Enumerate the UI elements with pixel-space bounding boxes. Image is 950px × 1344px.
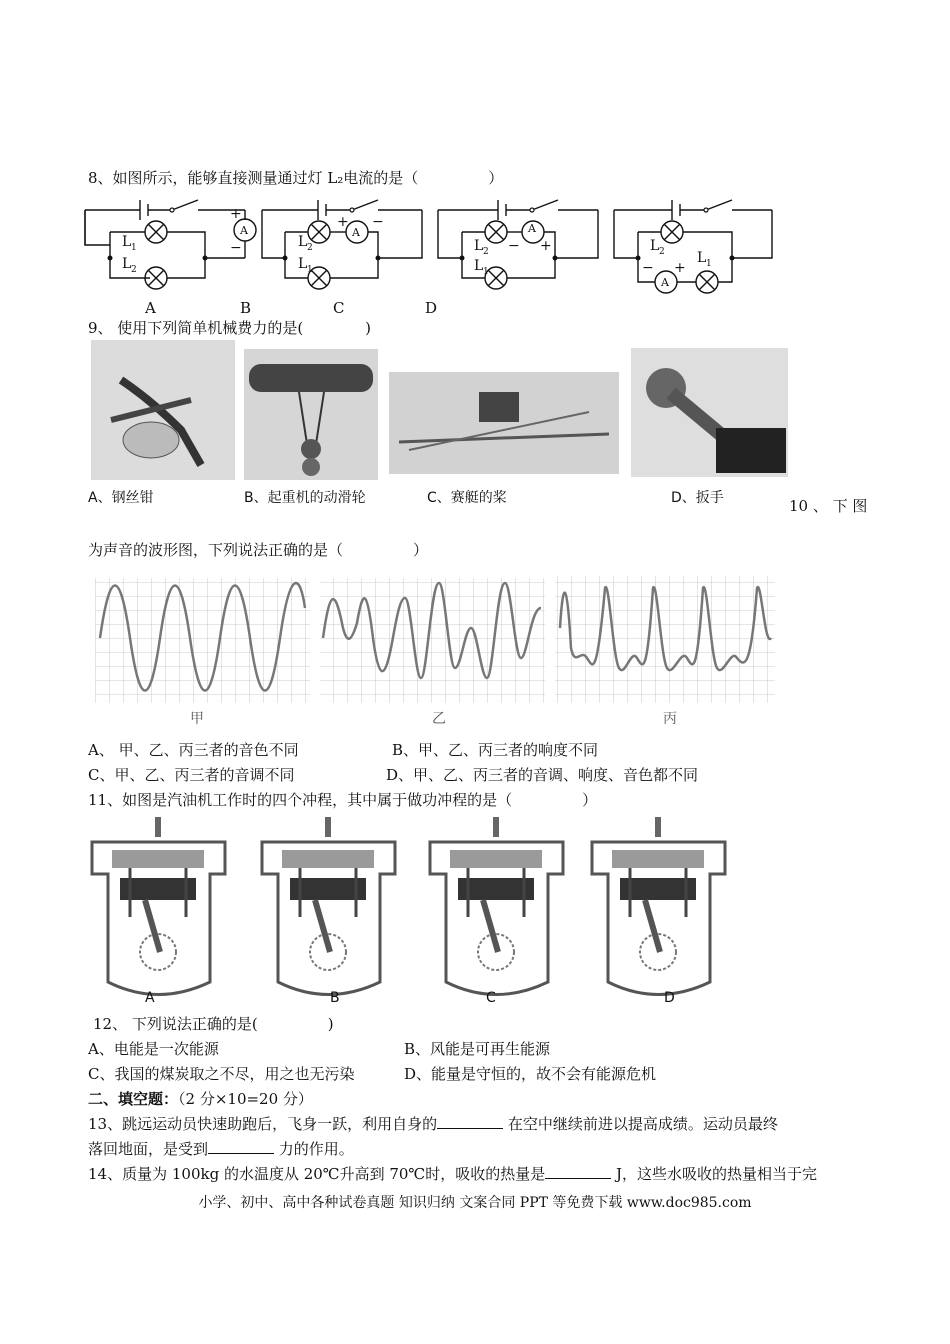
q11-stem: 11、如图是汽油机工作时的四个冲程，其中属于做功冲程的是（ ） [88,791,598,809]
q12-stem: 12、 下列说法正确的是( ) [93,1015,334,1033]
q10-option-a: A、 甲、乙、丙三者的音色不同 [88,741,299,759]
svg-text:+: + [540,238,552,254]
pulley-image [244,349,378,480]
minus-sign: − [230,240,242,256]
q11-label-b: B [330,990,340,1006]
q9-caption-c: C、赛艇的桨 [427,490,507,506]
q11-label-a: A [145,990,155,1006]
q13-blank2[interactable] [208,1139,274,1154]
plus-sign: + [230,206,242,222]
page-footer: 小学、初中、高中各种试卷真题 知识归纳 文案合同 PPT 等免费下载 www.doc985.com [198,1195,752,1211]
svg-text:A: A [528,222,536,235]
q8-stem: 8、如图所示，能够直接测量通过灯 L₂电流的是（ ） [88,169,504,187]
q12-option-b: B、风能是可再生能源 [404,1040,551,1058]
q13-blank1[interactable] [437,1114,503,1129]
wave-label-jia: 甲 [190,711,204,727]
q10-option-c: C、甲、乙、丙三者的音调不同 [88,766,295,784]
wrench-image [631,348,788,477]
q9-caption-b: B、起重机的动滑轮 [244,490,366,506]
svg-text:2: 2 [307,243,313,253]
svg-text:−: − [642,260,654,276]
q9-stem: 9、 使用下列简单机械费力的是( ) [88,319,372,337]
q8-circuit-diagrams [0,190,950,320]
q11-label-c: C [486,990,496,1006]
svg-text:A: A [352,226,360,239]
svg-text:L: L [650,238,660,254]
q11-label-d: D [664,990,675,1006]
q12-option-d: D、能量是守恒的，故不会有能源危机 [404,1065,657,1083]
rowing-boat-image [389,372,619,474]
q10-stem-b: 为声音的波形图，下列说法正确的是（ ） [88,541,429,559]
q13-line2: 落回地面，是受到 力的作用。 [88,1140,354,1158]
svg-text:+: + [337,214,349,230]
engine-strokes [90,812,810,992]
svg-text:−: − [372,214,384,230]
svg-text:1: 1 [483,267,489,277]
svg-text:L: L [697,250,707,266]
q10-option-d: D、甲、乙、丙三者的音调、响度、音色都不同 [386,766,699,784]
svg-text:1: 1 [307,265,313,275]
svg-text:1: 1 [706,259,712,269]
svg-text:2: 2 [483,247,489,257]
svg-text:L: L [122,256,132,272]
circuit-d [614,200,772,293]
q10-stem-a: 10 、 下 图 [789,497,868,515]
svg-text:L: L [474,258,484,274]
svg-text:+: + [674,260,686,276]
q8-option-c: C [333,299,345,317]
q8-option-d: D [425,299,438,317]
svg-text:A: A [661,276,669,289]
svg-text:L: L [474,238,484,254]
q9-caption-d: D、扳手 [671,490,724,506]
svg-text:L: L [122,234,132,250]
section2-header: 二、填空题：（2 分×10=20 分） [88,1090,313,1108]
svg-text:L: L [298,234,308,250]
svg-text:L: L [298,256,308,272]
svg-text:−: − [508,238,520,254]
q14-line1: 14、质量为 100kg 的水温度从 20℃升高到 70℃时，吸收的热量是 J，这些水吸收的热量相当于完 [88,1165,818,1183]
ammeter-a-label: A [240,224,248,237]
wave-label-yi: 乙 [432,711,446,727]
wave-label-bing: 丙 [663,711,677,727]
q10-option-b: B、甲、乙、丙三者的响度不同 [392,741,599,759]
svg-text:2: 2 [131,265,137,275]
svg-text:1: 1 [131,243,137,253]
q13-line1: 13、跳远运动员快速助跑后，飞身一跃，利用自身的 在空中继续前进以提高成绩。运动员最终 [88,1115,778,1133]
q14-blank1[interactable] [545,1164,611,1179]
q8-option-b: B [240,299,252,317]
q8-option-a: A [145,299,156,317]
svg-text:2: 2 [659,247,665,257]
q12-option-c: C、我国的煤炭取之不尽，用之也无污染 [88,1065,355,1083]
q9-caption-a: A、钢丝钳 [88,490,154,506]
pliers-image [91,340,235,480]
q12-option-a: A、电能是一次能源 [88,1040,219,1058]
